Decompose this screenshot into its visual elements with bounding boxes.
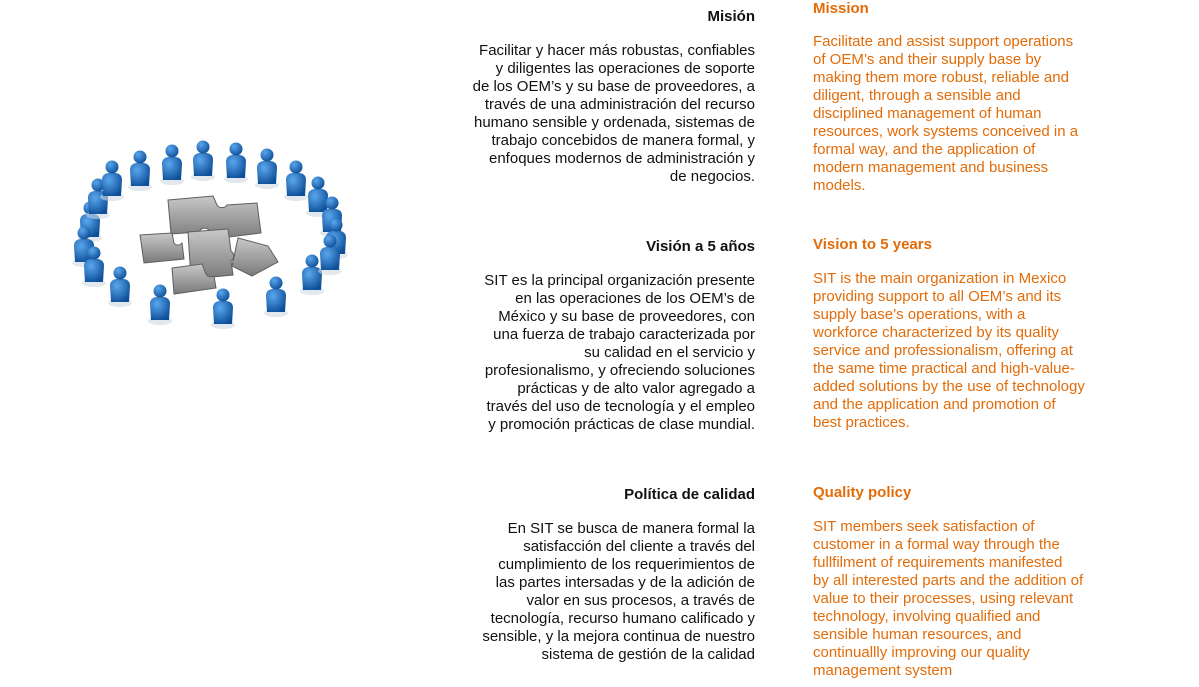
vision-heading-en: Vision to 5 years	[813, 236, 932, 253]
calidad-text	[455, 520, 755, 664]
mission-heading: Mission	[813, 0, 869, 17]
mision-line: través de una administración del recurso	[484, 96, 755, 113]
vision-line-en: providing support to all OEM’s and its	[813, 288, 1062, 305]
vision-text-en	[813, 270, 1113, 432]
puzzle-pieces-icon	[140, 196, 278, 294]
vision-line-es: México y su base de proveedores, con	[498, 308, 755, 325]
vision-line-en: added solutions by the use of technology	[813, 378, 1085, 395]
quality-heading: Quality policy	[813, 484, 912, 501]
vision-line-es: y promoción prácticas de clase mundial.	[488, 416, 755, 433]
calidad-line: sensible, y la mejora continua de nuestro	[482, 628, 755, 645]
mission-line: of OEM’s and their supply base by	[813, 51, 1042, 68]
vision-line-en: SIT is the main organization in Mexico	[813, 270, 1067, 287]
quality-line: continuallly improving our quality	[813, 644, 1030, 661]
vision-line-es: su calidad en el servicio y	[584, 344, 755, 361]
vision-line-es: profesionalismo, y ofreciendo soluciones	[484, 362, 755, 379]
mision-section-es	[455, 8, 755, 26]
mision-text	[455, 42, 755, 186]
vision-line-en: best practices.	[813, 414, 910, 431]
quality-section-en	[813, 484, 1113, 502]
calidad-line: tecnología, recurso humano calificado y	[490, 610, 755, 627]
quality-text	[813, 518, 1113, 680]
vision-line-en: and the application and promotion of	[813, 396, 1056, 413]
calidad-line: satisfacción del cliente a través del	[523, 538, 755, 555]
vision-line-en: the same time practical and high-value-	[813, 360, 1075, 377]
vision-section-en	[813, 236, 1113, 254]
mision-line: enfoques modernos de administración y	[489, 150, 755, 167]
mision-line: trabajo concebidos de manera formal, y	[491, 132, 755, 149]
vision-heading-es: Visión a 5 años	[646, 238, 755, 255]
mision-line: Facilitar y hacer más robustas, confiables	[479, 42, 755, 59]
mission-line: disciplined management of human	[813, 105, 1042, 122]
vision-line-en: workforce characterized by its quality	[813, 324, 1059, 341]
vision-text-es	[455, 272, 755, 434]
mision-line: y diligentes las operaciones de soporte	[495, 60, 755, 77]
quality-line: technology, involving qualified and	[813, 608, 1041, 625]
mision-line: de negocios.	[669, 168, 755, 185]
calidad-heading: Política de calidad	[624, 486, 755, 503]
vision-line-es: una fuerza de trabajo caracterizada por	[493, 326, 755, 343]
mision-heading: Misión	[707, 8, 755, 25]
mission-line: Facilitate and assist support operations	[813, 33, 1074, 50]
mission-section-en	[813, 0, 1113, 18]
mision-line: humano sensible y ordenada, sistemas de	[473, 114, 755, 131]
calidad-line: En SIT se busca de manera formal la	[507, 520, 755, 537]
vision-line-en: service and professionalism, offering at	[813, 342, 1073, 359]
mission-text	[813, 33, 1113, 195]
mission-line: modern management and business	[813, 159, 1049, 176]
mission-line: making them more robust, reliable and	[813, 69, 1069, 86]
vision-line-es: SIT es la principal organización presente	[484, 272, 755, 289]
vision-section-es	[455, 238, 755, 256]
quality-line: customer in a formal way through the	[813, 536, 1060, 553]
vision-line-en: supply base’s operations, with a	[813, 306, 1026, 323]
mission-line: diligent, through a sensible and	[813, 87, 1021, 104]
quality-line: by all interested parts and the addition of	[813, 572, 1084, 589]
calidad-section-es	[455, 486, 755, 504]
quality-line: fullfilment of requirements manifested	[813, 554, 1063, 571]
mision-line: de los OEM’s y su base de proveedores, a	[472, 78, 755, 95]
mission-line: resources, work systems conceived in a	[813, 123, 1079, 140]
quality-line: sensible human resources, and	[813, 626, 1022, 643]
mission-line: formal way, and the application of	[813, 141, 1036, 158]
calidad-line: las partes intersadas y de la adición de	[495, 574, 755, 591]
people-circle-puzzle-icon	[60, 140, 360, 350]
vision-line-es: en las operaciones de los OEM’s de	[515, 290, 755, 307]
mission-line: models.	[813, 177, 866, 194]
calidad-line: sistema de gestión de la calidad	[541, 646, 755, 663]
calidad-line: cumplimiento de los requerimientos de	[498, 556, 755, 573]
vision-line-es: prácticas y de alto valor agregado a	[517, 380, 755, 397]
quality-line: management system	[813, 662, 953, 679]
vision-line-es: través del uso de tecnología y el empleo	[486, 398, 755, 415]
quality-line: SIT members seek satisfaction of	[813, 518, 1035, 535]
quality-line: value to their processes, using relevant	[813, 590, 1074, 607]
calidad-line: valor en sus procesos, a través de	[526, 592, 755, 609]
